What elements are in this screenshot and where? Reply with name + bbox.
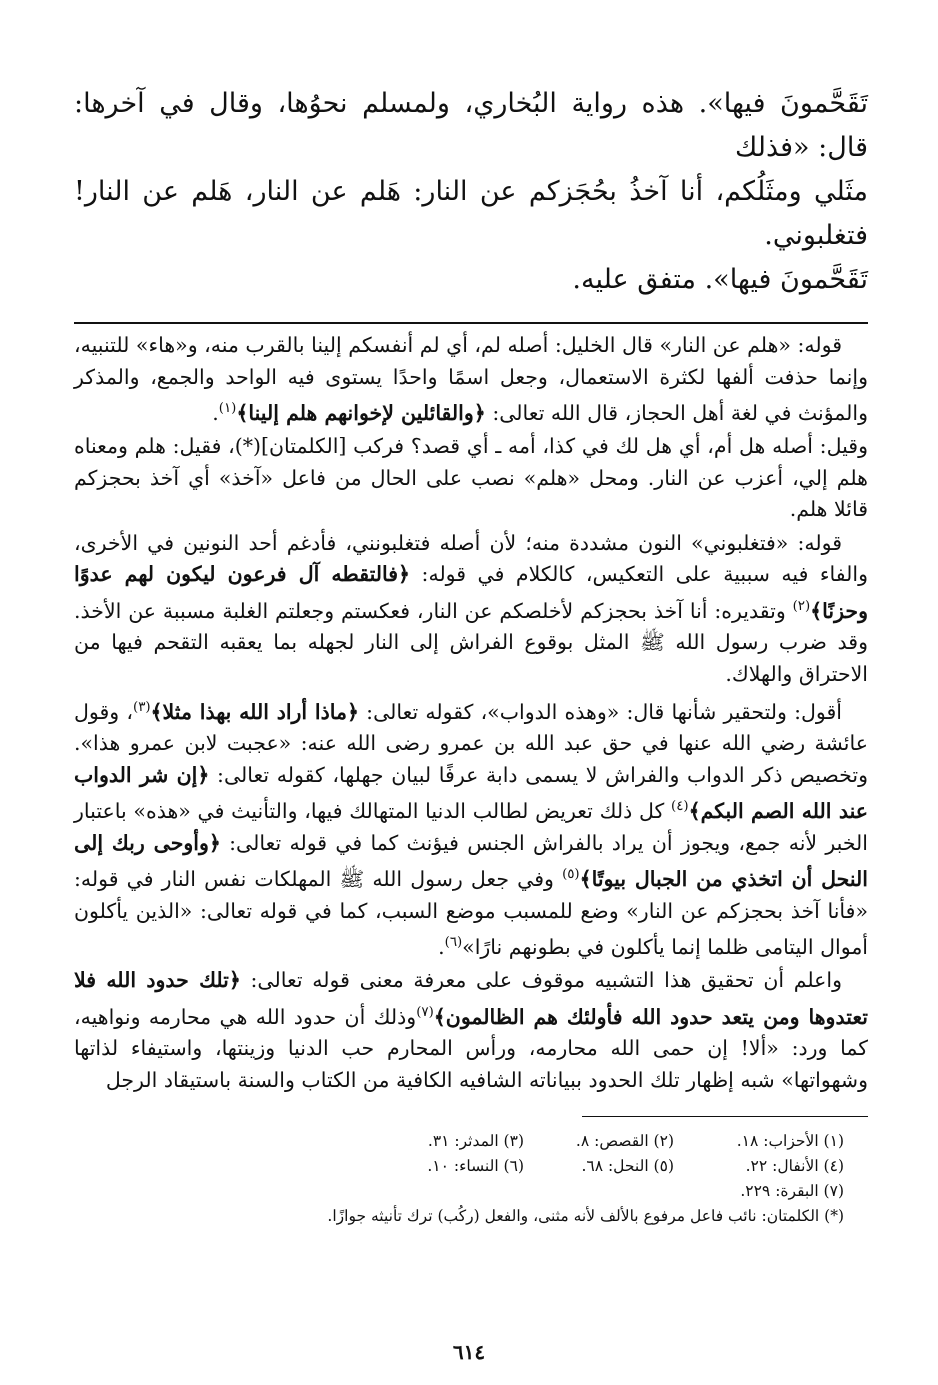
paragraph-text: وذلك أن حدود الله هي محارمه ونواهيه، كما ورد: «ألا! إن حمى الله محارمه، ورأس المحارم حب الدنيا وزينتها، واستيفاء لذاتها وشهواتها» شبه إظهار تلك الحدود ببياناته الشافيه الكافية من الكتاب والسنة باستيقاد الرجل — [74, 1004, 868, 1092]
hadith-text — [74, 82, 868, 302]
footnote-ref: (٧) — [416, 1004, 434, 1020]
footnote: (١) الأحزاب: ١٨. — [736, 1132, 844, 1151]
hadith-line-3: تَقَحَّمونَ فيها». متفق عليه. — [572, 264, 868, 295]
commentary-paragraph — [74, 330, 868, 429]
page-number: ٦١٤ — [452, 1340, 486, 1364]
section-divider — [74, 322, 868, 324]
footnote: (٦) النساء: ١٠. — [427, 1157, 524, 1176]
footnote-ref: (٣) — [132, 700, 151, 716]
quran-quote: ﴿فالتقطه آل فرعون ليكون لهم عدوًا وحزنًا﴾ — [74, 562, 868, 623]
quran-quote: ﴿والقائلين لإخوانهم هلم إلينا﴾ — [236, 400, 486, 425]
quran-quote: ﴿ماذا أراد الله بهذا مثلا﴾ — [150, 699, 359, 724]
commentary — [74, 330, 868, 1096]
footnote-ref: (٢) — [792, 598, 811, 614]
footnote-ref: (٤) — [671, 799, 689, 815]
footnote-row — [74, 1179, 868, 1204]
hadith-line-2: مثَلي ومثَلُكم، أنا آخذُ بحُجَزكم عن النار: هَلم عن النار، هَلم عن النار! فتغلبوني. — [74, 176, 868, 251]
footnote: (٥) النحل: ٦٨. — [581, 1157, 674, 1176]
paragraph-text: وتقديره: أنا آخذ بحجزكم لأخلصكم عن النار، فعكستم وجعلتم الغلبة مسببة عن الأخذ. وقد ضرب رسول الله ﷺ المثل بوقوع الفراش إلى النار لجهله بما يعقبه التقحم فيها من الاحتراق والهلاك. — [74, 598, 868, 686]
quran-quote: ﴿وأوحى ربك إلى النحل أن اتخذي من الجبال بيوتًا﴾ — [74, 830, 869, 892]
hadith-line-1: تَقَحَّمونَ فيها». هذه رواية البُخاري، ولمسلم نحوُها، وقال في آخرها: قال: «فذلك — [74, 88, 869, 163]
footnote-note: (*) الكلمتان: نائب فاعل مرفوع بالألف لأنه مثنى، والفعل (ركُب) ترك تأنيثه جوازًا. — [327, 1207, 844, 1226]
paragraph-text: كل ذلك تعريض لطالب الدنيا المتهالك فيها، والتأنيث في «هذه» باعتبار الخبر لأنه جمع، ويجوز أن يراد بالفراش الجنس فيؤنث كما في قوله تعالى: — [74, 799, 869, 855]
footnote: (٤) الأنفال: ٢٢. — [745, 1157, 844, 1176]
quran-quote: ﴿تلك حدود الله فلا تعتدوها ومن يتعد حدود الله فأولئك هم الظالمون﴾ — [74, 968, 869, 1029]
commentary-paragraph — [74, 692, 868, 963]
paragraph-text: قوله: «هلم عن النار» قال الخليل: أصله لم، أي لم أنفسكم إلينا بالقرب منه، و«هاء» للتنبيه، وإنما حذفت ألفها لكثرة الاستعمال، وجعل اسمًا واحدًا يستوى فيه الواحد والجمع، والمذكر والمؤنث في لغة أهل الحجاز، قال الله تعالى: — [74, 333, 868, 425]
paragraph-text: واعلم أن تحقيق هذا التشبيه موقوف على معرفة معنى قوله تعالى: — [240, 968, 842, 993]
footnote-row — [74, 1129, 868, 1154]
footnotes — [74, 1129, 868, 1229]
paragraph-text: قوله: «فتغلبوني» النون مشددة منه؛ لأن أصله فتغلبونني، فأدغم أحد النونين في الأخرى، والفاء فيه سببية على التعكيس، كالكلام في قوله: — [74, 530, 868, 587]
commentary-paragraph: وقيل: أصله هل أم، أي هل لك في كذا، أمه ـ أي قصد؟ فركب [الكلمتان](*)، فقيل: هلم ومعناه هلم إلي، أعزب عن النار. ومحل «هلم» نصب على الحال من فاعل «آخذ» أي آخذ بحجزكم قائلا هلم. — [74, 434, 868, 522]
footnote-ref: (٦) — [444, 935, 463, 951]
footnote-ref: (٥) — [562, 867, 580, 883]
paragraph-text: . — [438, 934, 445, 959]
paragraph-text: ، وقول عائشة رضي الله عنها في حق عبد الله بن عمرو رضى الله عنه: «عجبت لابن عمرو هذا». وتخصيص ذكر الدواب والفراش لا يسمى دابة عرفًا لبيان جهلها، كقوله تعالى: — [74, 699, 869, 787]
paragraph-text: أقول: ولتحقير شأنها قال: «وهذه الدواب»، كقوله تعالى: — [358, 699, 842, 724]
commentary-paragraph — [74, 528, 868, 690]
footnote: (٢) القصص: ٨. — [575, 1132, 674, 1151]
footnote-row — [74, 1154, 868, 1179]
footnote-ref: (١) — [218, 401, 237, 416]
footnote: (٣) المدثر: ٣١. — [427, 1132, 524, 1151]
footnote-divider — [582, 1116, 868, 1117]
paragraph-text: . — [212, 400, 219, 425]
commentary-paragraph — [74, 965, 868, 1096]
page-body — [74, 82, 868, 1229]
quran-quote: ﴿إن شر الدواب عند الله الصم البكم﴾ — [74, 762, 868, 824]
footnote: (٧) البقرة: ٢٢٩. — [740, 1182, 844, 1201]
paragraph-text: وفي جعل رسول الله ﷺ المهلكات نفس النار في قوله: «فأنا آخذ بحجزكم عن النار» وضع للمسبب موضع السبب، كما في قوله تعالى: «الذين يأكلون أموال اليتامى ظلما إنما يأكلون في بطونهم نارًا» — [74, 867, 868, 959]
